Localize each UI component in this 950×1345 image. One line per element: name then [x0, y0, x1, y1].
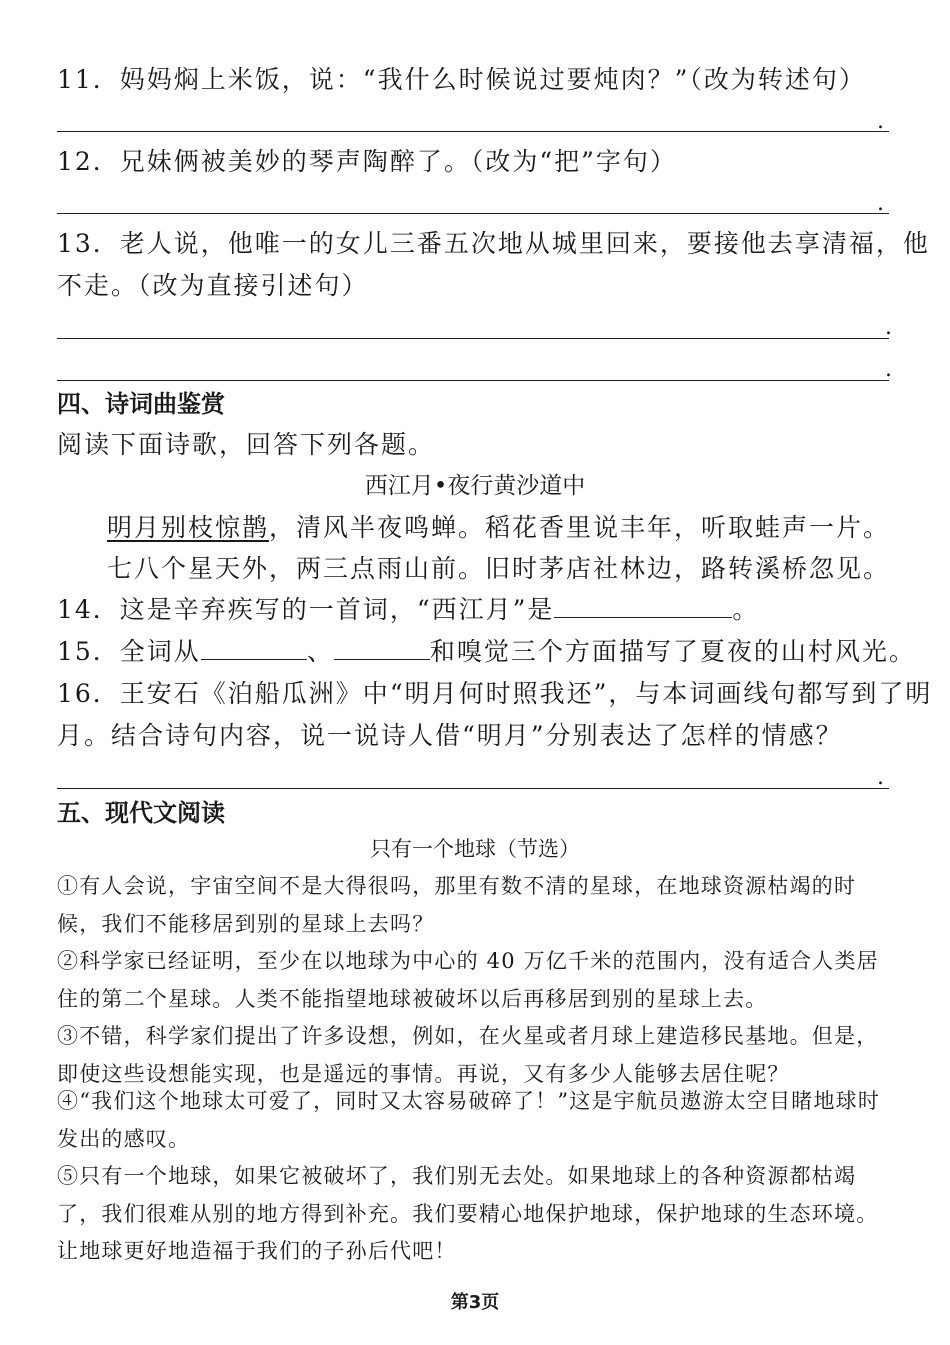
section-4-heading: 四、诗词曲鉴赏 [57, 390, 225, 418]
answer-blank-15b[interactable] [334, 633, 430, 660]
answer-line-13a[interactable] [57, 338, 889, 339]
answer-line-16[interactable] [57, 788, 889, 789]
answer-line-13b[interactable] [57, 380, 889, 381]
answer-dot: . [885, 315, 892, 340]
question-15-sep: 、 [306, 637, 334, 666]
underlined-verse: 明月别枝惊鹊 [107, 513, 270, 542]
paragraph-1: ①有人会说，宇宙空间不是大得很吗，那里有数不清的星球，在地球资源枯竭的时候，我们不能移居到别的星球上去吗？ [57, 874, 857, 936]
question-15-text: 15．全词从 [57, 637, 201, 666]
poem-line-1 [107, 508, 890, 548]
question-16-line2: 月。结合诗句内容，说一说诗人借“明月”分别表达了怎样的情感？ [57, 721, 843, 750]
answer-line-11[interactable] [57, 131, 889, 132]
question-12: 12．兄妹俩被美妙的琴声陶醉了。（改为“把”字句） [57, 147, 677, 176]
question-14-end: 。 [732, 595, 760, 624]
poem-line-1-rest: ，清风半夜鸣蝉。稻花香里说丰年，听取蛙声一片。 [269, 513, 891, 542]
answer-line-12[interactable] [57, 213, 889, 214]
poem-line-2: 七八个星天外，两三点雨山前。旧时茅店社林边，路转溪桥忽见。 [107, 554, 891, 583]
answer-dot: . [885, 357, 892, 382]
answer-blank-14[interactable] [554, 591, 732, 618]
answer-dot: . [877, 191, 884, 216]
question-11: 11．妈妈焖上米饭，说：“我什么时候说过要炖肉？”（改为转述句） [57, 65, 866, 94]
paragraph-3: ③不错，科学家们提出了许多设想，例如，在火星或者月球上建造移民基地。但是，即使这些设想能实现，也是遥远的事情。再说，又有多少人能够去居住呢？ [57, 1024, 879, 1086]
paragraph-5: ⑤只有一个地球，如果它被破坏了，我们别无去处。如果地球上的各种资源都枯竭了，我们很难从别的地方得到补充。我们要精心地保护地球，保护地球的生态环境。让地球更好地造福于我们的子孙后代吧！ [57, 1164, 879, 1263]
poem-title: 西江月•夜行黄沙道中 [364, 473, 586, 499]
paragraph-2: ②科学家已经证明，至少在以地球为中心的 40 万亿千米的范围内，没有适合人类居住的第二个星球。人类不能指望地球被破坏以后再移居到别的星球上去。 [57, 949, 879, 1011]
paragraph-4: ④“我们这个地球太可爱了，同时又太容易破碎了！”这是宇航员遨游太空目睹地球时发出的感叹。 [57, 1089, 881, 1151]
question-15-end: 和嗅觉三个方面描写了夏夜的山村风光。 [429, 637, 916, 666]
page-number: 第3页 [450, 1292, 500, 1313]
question-15 [57, 632, 916, 672]
poem-intro: 阅读下面诗歌，回答下列各题。 [57, 430, 436, 459]
answer-blank-15a[interactable] [201, 633, 307, 660]
question-14-text: 14．这是辛弃疾写的一首词，“西江月”是 [57, 595, 555, 624]
question-13-line1: 13．老人说，他唯一的女儿三番五次地从城里回来，要接他去享清福，他 [57, 229, 930, 258]
question-13-line2: 不走。（改为直接引述句） [57, 271, 369, 300]
answer-dot: . [877, 765, 884, 790]
section-5-heading: 五、现代文阅读 [57, 799, 225, 827]
question-16-line1: 16．王安石《泊船瓜洲》中“明月何时照我还”，与本词画线句都写到了明 [57, 679, 933, 708]
answer-dot: . [877, 109, 884, 134]
question-14 [57, 590, 759, 630]
article-title: 只有一个地球（节选） [370, 837, 580, 861]
